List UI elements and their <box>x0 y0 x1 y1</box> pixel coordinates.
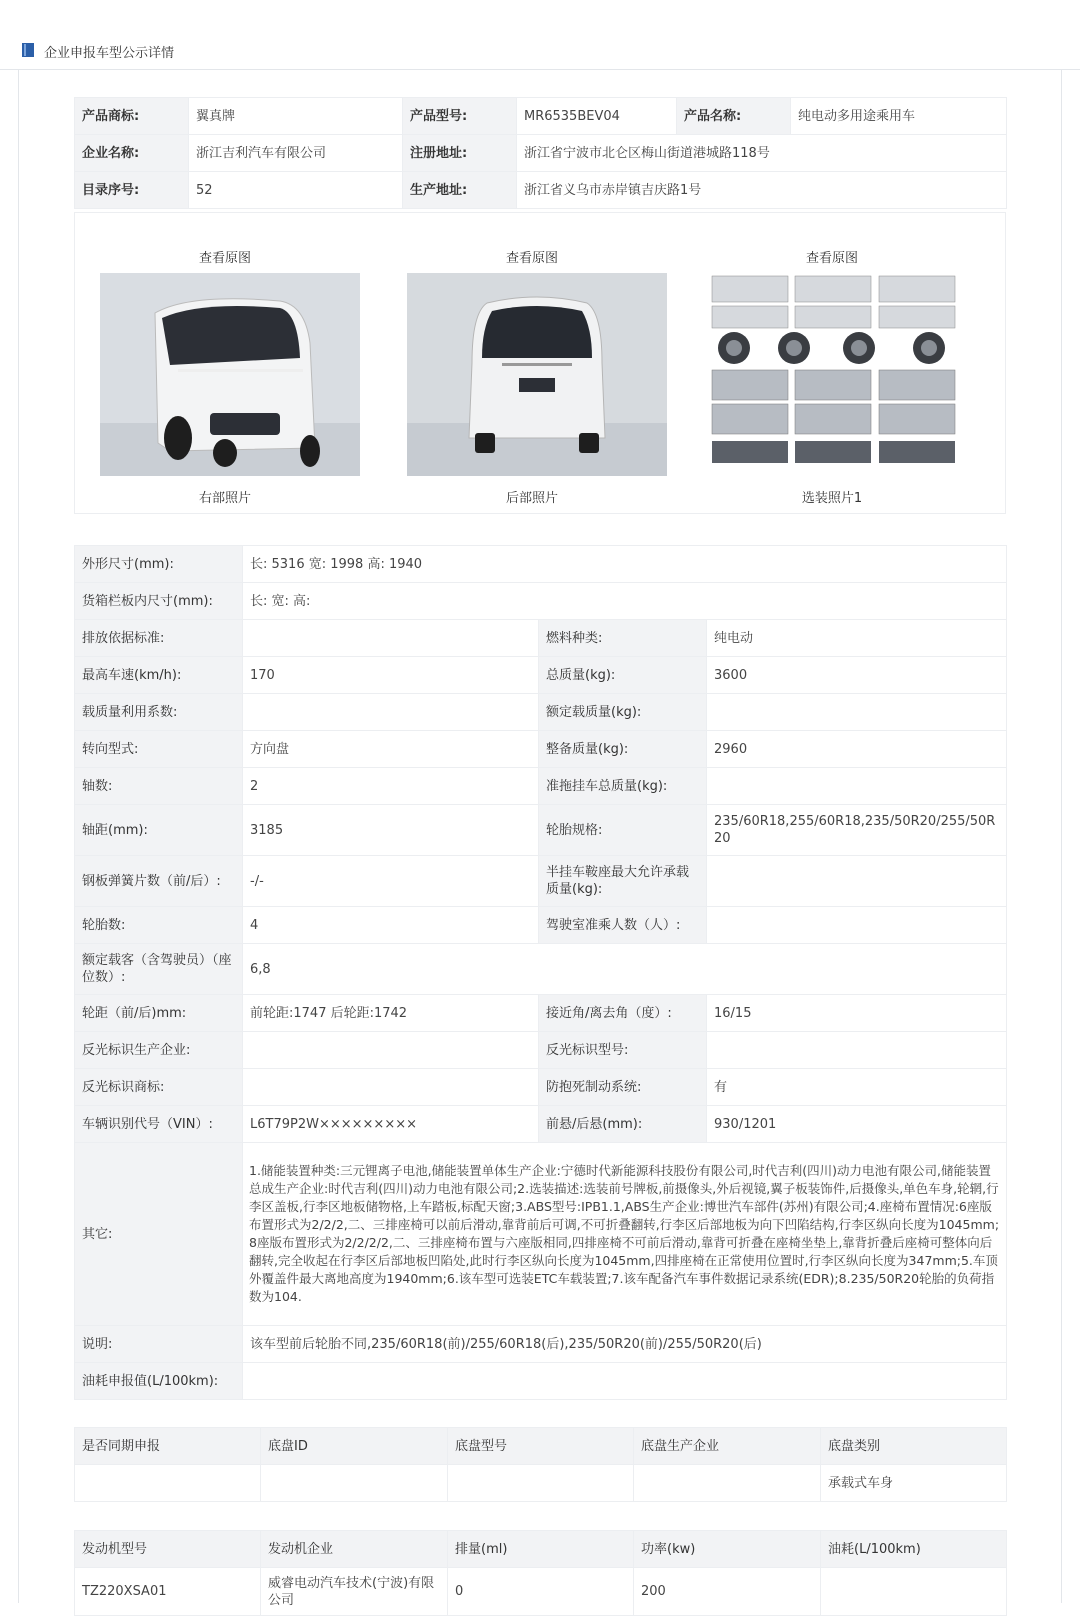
steering-label: 转向型式: <box>75 731 243 768</box>
photo-right <box>75 213 375 513</box>
total-mass-value: 3600 <box>707 657 1007 694</box>
track-value: 前轮距:1747 后轮距:1742 <box>243 995 539 1032</box>
page-header <box>0 0 1080 70</box>
table-cell <box>634 1465 821 1502</box>
seats-label: 额定载客（含驾驶员）（座位数）: <box>75 944 243 995</box>
table-cell: TZ220XSA01 <box>75 1568 261 1616</box>
cab-label: 驾驶室准乘人数（人）: <box>539 907 707 944</box>
reflector-model-value <box>707 1032 1007 1069</box>
overhang-label: 前悬/后悬(mm): <box>539 1106 707 1143</box>
fuel-consumption-label: 油耗申报值(L/100km): <box>75 1363 243 1400</box>
table-header: 底盘类别 <box>821 1428 1007 1465</box>
brand-label: 产品商标: <box>75 98 189 135</box>
product-name-label: 产品名称: <box>677 98 791 135</box>
leaf-spring-label: 钢板弹簧片数（前/后）: <box>75 856 243 907</box>
prod-address-value: 浙江省义乌市赤岸镇吉庆路1号 <box>517 172 1007 209</box>
document-icon <box>22 43 34 57</box>
vin-value: L6T79P2W××××××××× <box>243 1106 539 1143</box>
rated-load-value <box>707 694 1007 731</box>
emission-label: 排放依据标准: <box>75 620 243 657</box>
fuel-consumption-value <box>243 1363 1007 1400</box>
curb-value: 2960 <box>707 731 1007 768</box>
curb-label: 整备质量(kg): <box>539 731 707 768</box>
axles-value: 2 <box>243 768 539 805</box>
table-header: 发动机型号 <box>75 1531 261 1568</box>
photo-section <box>74 212 1006 514</box>
brand-value: 翼真牌 <box>189 98 403 135</box>
cargo-value: 长: 宽: 高: <box>243 583 1007 620</box>
reflector-model-label: 反光标识型号: <box>539 1032 707 1069</box>
table-cell: 承载式车身 <box>821 1465 1007 1502</box>
cargo-label: 货箱栏板内尺寸(mm): <box>75 583 243 620</box>
table-header: 底盘生产企业 <box>634 1428 821 1465</box>
table-header: 是否同期申报 <box>75 1428 261 1465</box>
table-header: 发动机企业 <box>261 1531 448 1568</box>
note-value: 该车型前后轮胎不同,235/60R18(前)/255/60R18(后),235/50R20(前)/255/50R20(后) <box>243 1326 1007 1363</box>
emission-value <box>243 620 539 657</box>
basic-info-table <box>74 97 1007 209</box>
prod-address-label: 生产地址: <box>403 172 517 209</box>
engine-table <box>74 1530 1007 1616</box>
dims-value: 长: 5316 宽: 1998 高: 1940 <box>243 546 1007 583</box>
table-cell <box>821 1568 1007 1616</box>
table-cell <box>448 1465 634 1502</box>
trailer-label: 准拖挂车总质量(kg): <box>539 768 707 805</box>
photo-caption: 后部照片 <box>505 491 558 506</box>
photo-rear <box>382 213 682 513</box>
model-value: MR6535BEV04 <box>517 98 677 135</box>
dims-label: 外形尺寸(mm): <box>75 546 243 583</box>
saddle-value <box>707 856 1007 907</box>
photo-optional <box>682 213 982 513</box>
speed-label: 最高车速(km/h): <box>75 657 243 694</box>
view-original-link[interactable]: 查看原图 <box>198 251 251 266</box>
note-label: 说明: <box>75 1326 243 1363</box>
load-coef-label: 载质量利用系数: <box>75 694 243 731</box>
table-cell: 威睿电动汽车技术(宁波)有限公司 <box>261 1568 448 1616</box>
photo-caption: 右部照片 <box>198 491 251 506</box>
angle-value: 16/15 <box>707 995 1007 1032</box>
rated-load-label: 额定载质量(kg): <box>539 694 707 731</box>
saddle-label: 半挂车鞍座最大允许承载质量(kg): <box>539 856 707 907</box>
table-cell <box>261 1465 448 1502</box>
rear-photo[interactable] <box>407 273 667 476</box>
table-header: 油耗(L/100km) <box>821 1531 1007 1568</box>
leaf-spring-value: -/- <box>243 856 539 907</box>
catalog-value: 52 <box>189 172 403 209</box>
reg-address-label: 注册地址: <box>403 135 517 172</box>
tires-label: 轮胎数: <box>75 907 243 944</box>
wheelbase-value: 3185 <box>243 805 539 856</box>
wheelbase-label: 轴距(mm): <box>75 805 243 856</box>
view-original-link[interactable]: 查看原图 <box>805 251 858 266</box>
right-side-photo[interactable] <box>100 273 360 476</box>
seats-value: 6,8 <box>243 944 1007 995</box>
company-label: 企业名称: <box>75 135 189 172</box>
model-label: 产品型号: <box>403 98 517 135</box>
page-title: 企业申报车型公示详情 <box>44 46 175 61</box>
abs-value: 有 <box>707 1069 1007 1106</box>
cab-value <box>707 907 1007 944</box>
product-name-value: 纯电动多用途乘用车 <box>791 98 1007 135</box>
tire-spec-value: 235/60R18,255/60R18,235/50R20/255/50R20 <box>707 805 1007 856</box>
track-label: 轮距（前/后)mm: <box>75 995 243 1032</box>
photo-caption: 选装照片1 <box>801 491 863 506</box>
view-original-link[interactable]: 查看原图 <box>505 251 558 266</box>
other-value: 1.储能装置种类:三元锂离子电池,储能装置单体生产企业:宁德时代新能源科技股份有限公司,时代吉利(四川)动力电池有限公司,储能装置总成生产企业:时代吉利(四川)动力电池有限公司;2.选装描述:选装前号牌板,前摄像头,外后视镜,翼子板装饰件,后摄像头,单色车身,轮辋,行李区盖板,行李区地板储物格,上车踏板,标配天窗;3.ABS型号:IPB1.1,ABS生产企业:博世汽车部件(苏州)有限公司;4.座椅布置情况:6座版布置形式为2/2/2,二、三排座椅可以前后滑动,靠背前后可调,不可折叠翻转,行李区后部地板为向下凹陷结构,行李区纵向长度为1045mm;8座版布置形式为2/2/2/2,二、三排座椅布置与六座版相同,四排座椅不可前后滑动,靠背可折叠在座椅坐垫上,靠背折叠后座椅可整体向后翻转,完全收起在行李区后部地板凹陷处,此时行李区纵向长度为1045mm,四排座椅在正常使用位置时,行李区纵向长度为347mm;5.车顶外覆盖件最大离地高度为1940mm;6.该车型可选装ETC车载装置;7.该车配备汽车事件数据记录系统(EDR);8.235/50R20轮胎的负荷指数为104. <box>243 1143 1007 1326</box>
table-header: 功率(kw) <box>634 1531 821 1568</box>
table-cell: 200 <box>634 1568 821 1616</box>
reflector-company-label: 反光标识生产企业: <box>75 1032 243 1069</box>
table-cell: 0 <box>448 1568 634 1616</box>
steering-value: 方向盘 <box>243 731 539 768</box>
total-mass-label: 总质量(kg): <box>539 657 707 694</box>
reflector-brand-value <box>243 1069 539 1106</box>
reflector-company-value <box>243 1032 539 1069</box>
optional-photo-grid[interactable] <box>707 273 967 476</box>
catalog-label: 目录序号: <box>75 172 189 209</box>
abs-label: 防抱死制动系统: <box>539 1069 707 1106</box>
overhang-value: 930/1201 <box>707 1106 1007 1143</box>
fuel-label: 燃料种类: <box>539 620 707 657</box>
speed-value: 170 <box>243 657 539 694</box>
axles-label: 轴数: <box>75 768 243 805</box>
angle-label: 接近角/离去角（度）: <box>539 995 707 1032</box>
vin-label: 车辆识别代号（VIN）: <box>75 1106 243 1143</box>
reg-address-value: 浙江省宁波市北仑区梅山街道港城路118号 <box>517 135 1007 172</box>
trailer-value <box>707 768 1007 805</box>
fuel-value: 纯电动 <box>707 620 1007 657</box>
tires-value: 4 <box>243 907 539 944</box>
table-header: 底盘ID <box>261 1428 448 1465</box>
table-cell <box>75 1465 261 1502</box>
reflector-brand-label: 反光标识商标: <box>75 1069 243 1106</box>
chassis-table <box>74 1427 1007 1502</box>
spec-table <box>74 545 1007 1400</box>
table-header: 底盘型号 <box>448 1428 634 1465</box>
other-label: 其它: <box>75 1143 243 1326</box>
table-header: 排量(ml) <box>448 1531 634 1568</box>
load-coef-value <box>243 694 539 731</box>
tire-spec-label: 轮胎规格: <box>539 805 707 856</box>
company-value: 浙江吉利汽车有限公司 <box>189 135 403 172</box>
